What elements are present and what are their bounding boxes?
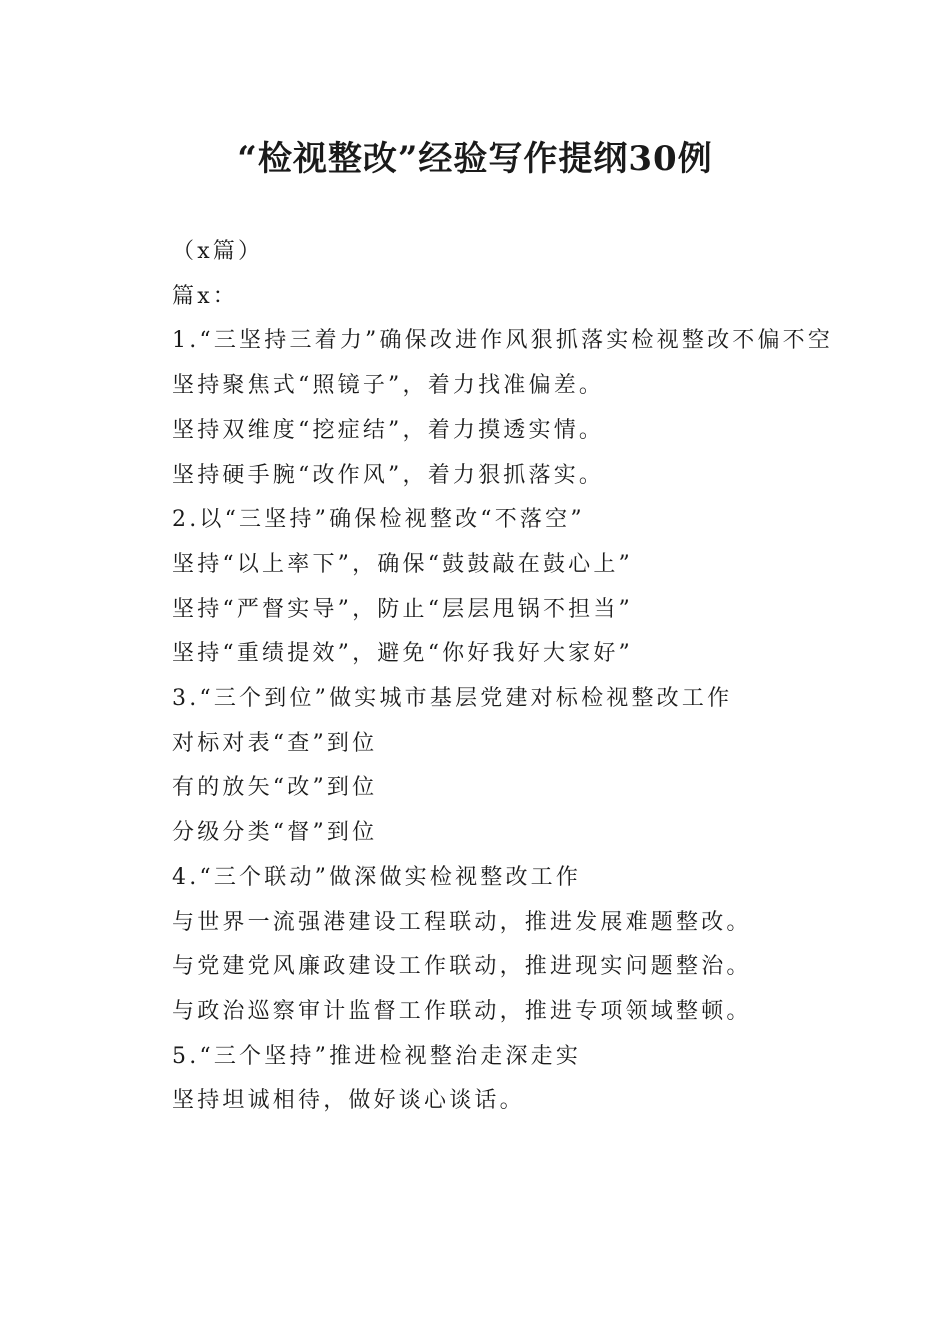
paragraph: 与世界一流强港建设工程联动，推进发展难题整改。: [172, 909, 752, 935]
heading-item-3: 3.“三个到位”做实城市基层党建对标检视整改工作: [172, 686, 733, 712]
paragraph-volume-note: （x篇）: [172, 239, 264, 264]
paragraph: 有的放矢“改”到位: [172, 775, 378, 801]
heading-item-1: 1.“三坚持三着力”确保改进作风狠抓落实检视整改不偏不空: [172, 328, 834, 354]
document-body: [118, 230, 838, 1124]
paragraph-section-label: 篇x：: [172, 283, 239, 309]
heading-item-2: 2.以“三坚持”确保检视整改“不落空”: [172, 507, 585, 533]
paragraph: 坚持硬手腕“改作风”，着力狠抓落实。: [172, 462, 605, 488]
paragraph: 坚持“以上率下”，确保“鼓鼓敲在鼓心上”: [172, 551, 633, 577]
paragraph: 对标对表“查”到位: [172, 730, 378, 756]
paragraph: 坚持“重绩提效”，避免“你好我好大家好”: [172, 641, 633, 667]
heading-item-5: 5.“三个坚持”推进检视整治走深走实: [172, 1043, 582, 1069]
paragraph: 坚持坦诚相待，做好谈心谈话。: [172, 1088, 525, 1114]
paragraph: 与党建党风廉政建设工作联动，推进现实问题整治。: [172, 954, 752, 980]
heading-item-4: 4.“三个联动”做深做实检视整改工作: [172, 864, 582, 890]
paragraph: 与政治巡察审计监督工作联动，推进专项领域整顿。: [172, 998, 752, 1024]
paragraph: 坚持“严督实导”，防止“层层甩锅不担当”: [172, 596, 633, 622]
paragraph: 分级分类“督”到位: [172, 820, 378, 846]
paragraph: 坚持双维度“挖症结”，着力摸透实情。: [172, 417, 605, 443]
paragraph: 坚持聚焦式“照镜子”，着力找准偏差。: [172, 373, 605, 399]
document-title: “检视整改”经验写作提纲30例: [237, 139, 713, 179]
